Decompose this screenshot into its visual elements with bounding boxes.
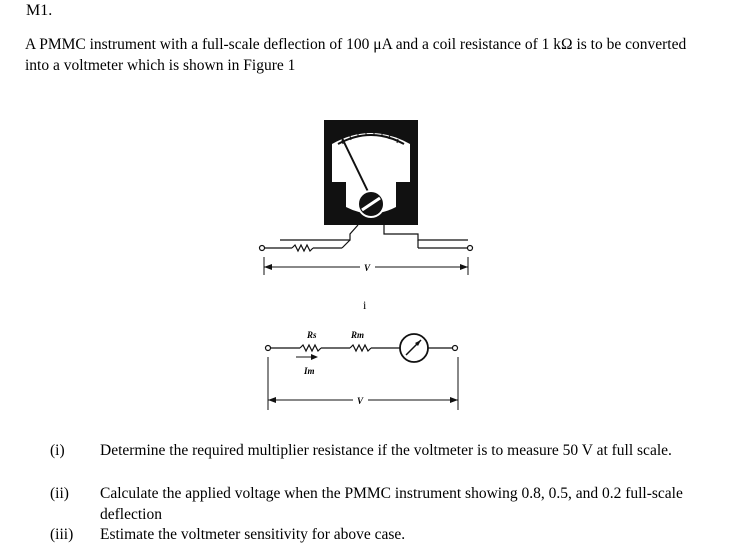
coil-resistor <box>350 345 371 351</box>
figure-marker: i <box>363 298 367 312</box>
meter-illustration <box>280 120 468 240</box>
part-text: Calculate the applied voltage when the PMMC instrument showing 0.8, 0.5, and 0.2 full-scale deflection <box>100 485 683 523</box>
figure-1 <box>250 112 485 417</box>
part-number: (ii) <box>50 485 69 502</box>
part-number: (iii) <box>50 526 74 543</box>
label-rm: Rm <box>351 330 365 340</box>
part-text: Determine the required multiplier resistance if the voltmeter is to measure 50 V at full scale. <box>100 442 672 459</box>
schematic-circuit <box>266 330 459 410</box>
resistor-upper <box>292 245 313 251</box>
part-number: (i) <box>50 442 65 459</box>
meter-lead-left <box>280 225 358 240</box>
part-text: Estimate the voltmeter sensitivity for above case. <box>100 526 406 543</box>
question-intro: A PMMC instrument with a full-scale deflection of 100 μA and a coil resistance of 1 kΩ is to be converted into a voltmeter which is shown in Figure 1 <box>25 36 687 74</box>
label-im: Im <box>304 366 315 376</box>
label-rs: Rs <box>307 330 317 340</box>
meter-lead-right <box>384 225 468 240</box>
upper-voltage-label: V <box>364 263 371 273</box>
question-number: M1. <box>26 2 53 19</box>
lower-voltage-label: V <box>357 396 364 406</box>
upper-circuit <box>260 240 473 275</box>
voltmeter-figure <box>250 112 485 417</box>
multiplier-resistor <box>300 345 321 351</box>
